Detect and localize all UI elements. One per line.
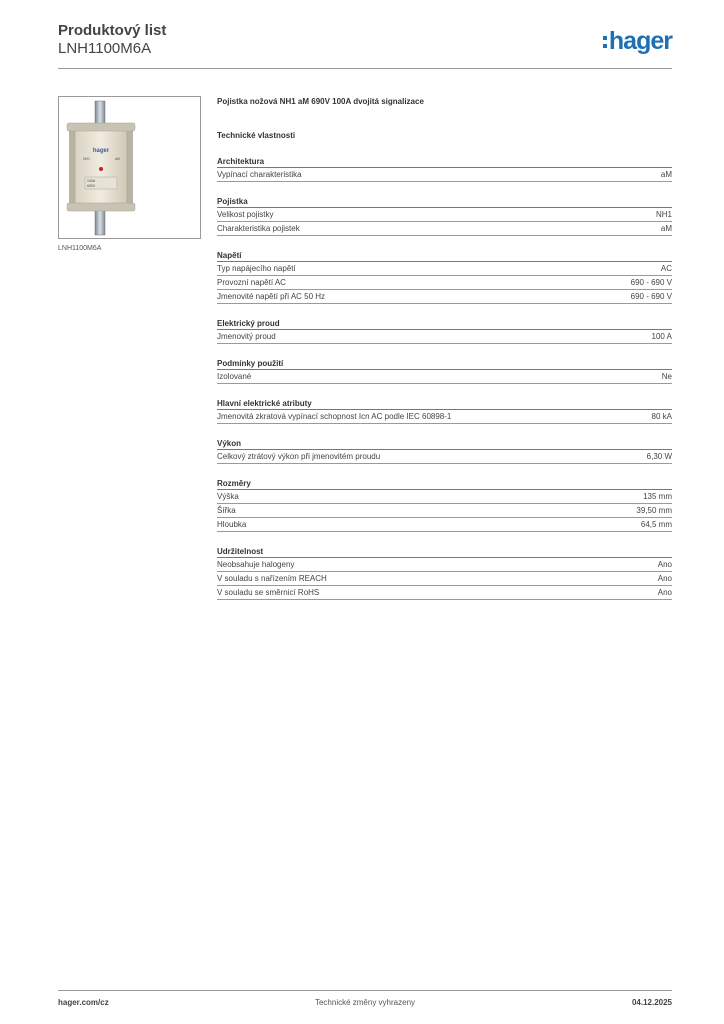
spec-label: Typ napájecího napětí bbox=[217, 264, 296, 273]
spec-row bbox=[217, 276, 672, 290]
spec-title: Technické vlastnosti bbox=[217, 131, 296, 140]
footer-website: hager.com/cz bbox=[58, 998, 109, 1007]
spec-label: Izolované bbox=[217, 372, 252, 381]
spec-row bbox=[217, 558, 672, 572]
spec-row bbox=[217, 586, 672, 600]
spec-value: Ne bbox=[661, 372, 672, 381]
spec-label: Šířka bbox=[217, 506, 236, 515]
spec-value: 64,5 mm bbox=[640, 520, 672, 529]
page-title: Produktový list bbox=[58, 22, 167, 39]
spec-row bbox=[217, 504, 672, 518]
spec-section bbox=[217, 546, 672, 600]
product-image bbox=[58, 96, 201, 239]
fuse-label-line: aM bbox=[115, 157, 120, 161]
spec-value: Ano bbox=[657, 574, 672, 583]
section-title: Napětí bbox=[217, 250, 672, 262]
spec-value: 39,50 mm bbox=[636, 506, 672, 515]
footer-divider bbox=[58, 990, 672, 991]
spec-label: V souladu se směrnicí RoHS bbox=[217, 588, 320, 597]
spec-label: Jmenovitá zkratová vypínací schopnost Icn AC podle IEC 60898-1 bbox=[217, 412, 452, 421]
spec-label: Velikost pojistky bbox=[217, 210, 274, 219]
header-divider bbox=[58, 68, 672, 69]
logo-dots-icon bbox=[603, 36, 607, 48]
section-title: Architektura bbox=[217, 156, 672, 168]
spec-label: V souladu s nařízením REACH bbox=[217, 574, 327, 583]
section-title: Podmínky použití bbox=[217, 358, 672, 370]
spec-row bbox=[217, 450, 672, 464]
section-title: Pojistka bbox=[217, 196, 672, 208]
spec-row bbox=[217, 330, 672, 344]
fuse-label-line: 100A bbox=[87, 179, 96, 183]
spec-section bbox=[217, 398, 672, 424]
fuse-illustration bbox=[59, 97, 200, 238]
spec-value: 100 A bbox=[651, 332, 672, 341]
spec-section bbox=[217, 196, 672, 236]
spec-row bbox=[217, 262, 672, 276]
spec-value: aM bbox=[660, 170, 672, 179]
indicator-icon bbox=[99, 167, 103, 171]
spec-row bbox=[217, 518, 672, 532]
spec-label: Charakteristika pojistek bbox=[217, 224, 300, 233]
spec-sections bbox=[217, 156, 672, 600]
spec-row bbox=[217, 290, 672, 304]
spec-value: aM bbox=[660, 224, 672, 233]
fuse-label-line: NH1 bbox=[83, 157, 91, 161]
spec-section bbox=[217, 156, 672, 182]
spec-value: NH1 bbox=[655, 210, 672, 219]
section-title: Udržitelnost bbox=[217, 546, 672, 558]
datasheet-content bbox=[217, 96, 672, 600]
spec-row bbox=[217, 222, 672, 236]
spec-value: 690 - 690 V bbox=[630, 292, 672, 301]
logo-text: hager bbox=[608, 27, 672, 55]
fuse-label-line: 690V bbox=[87, 184, 96, 188]
spec-section bbox=[217, 478, 672, 532]
spec-label: Hloubka bbox=[217, 520, 247, 529]
spec-section bbox=[217, 318, 672, 344]
section-title: Rozměry bbox=[217, 478, 672, 490]
spec-row bbox=[217, 572, 672, 586]
spec-section bbox=[217, 358, 672, 384]
spec-row bbox=[217, 490, 672, 504]
spec-value: AC bbox=[660, 264, 672, 273]
section-title: Elektrický proud bbox=[217, 318, 672, 330]
spec-value: Ano bbox=[657, 560, 672, 569]
spec-label: Jmenovité napětí při AC 50 Hz bbox=[217, 292, 326, 301]
product-code: LNH1100M6A bbox=[58, 40, 152, 57]
spec-section bbox=[217, 250, 672, 304]
spec-value: 80 kA bbox=[651, 412, 672, 421]
section-title: Výkon bbox=[217, 438, 672, 450]
spec-label: Jmenovitý proud bbox=[217, 332, 276, 341]
spec-label: Provozní napětí AC bbox=[217, 278, 286, 287]
footer-notice: Technické změny vyhrazeny bbox=[314, 998, 416, 1007]
spec-value: 135 mm bbox=[643, 492, 672, 501]
fuse-brand-text: hager bbox=[92, 148, 110, 154]
spec-label: Neobsahuje halogeny bbox=[217, 560, 295, 569]
spec-label: Celkový ztrátový výkon při jmenovitém proudu bbox=[217, 452, 381, 461]
product-name: Pojistka nožová NH1 aM 690V 100A dvojitá signalizace bbox=[217, 97, 424, 106]
spec-row bbox=[217, 208, 672, 222]
section-title: Hlavní elektrické atributy bbox=[217, 398, 672, 410]
spec-value: 690 - 690 V bbox=[630, 278, 672, 287]
spec-label: Výška bbox=[217, 492, 239, 501]
spec-row bbox=[217, 168, 672, 182]
spec-row bbox=[217, 410, 672, 424]
spec-label: Vypínací charakteristika bbox=[217, 170, 302, 179]
page-header bbox=[58, 22, 674, 68]
footer-date: 04.12.2025 bbox=[631, 998, 672, 1007]
image-caption: LNH1100M6A bbox=[58, 245, 102, 252]
spec-row bbox=[217, 370, 672, 384]
spec-value: 6,30 W bbox=[646, 452, 672, 461]
spec-value: Ano bbox=[657, 588, 672, 597]
spec-section bbox=[217, 438, 672, 464]
hager-logo bbox=[603, 28, 672, 54]
